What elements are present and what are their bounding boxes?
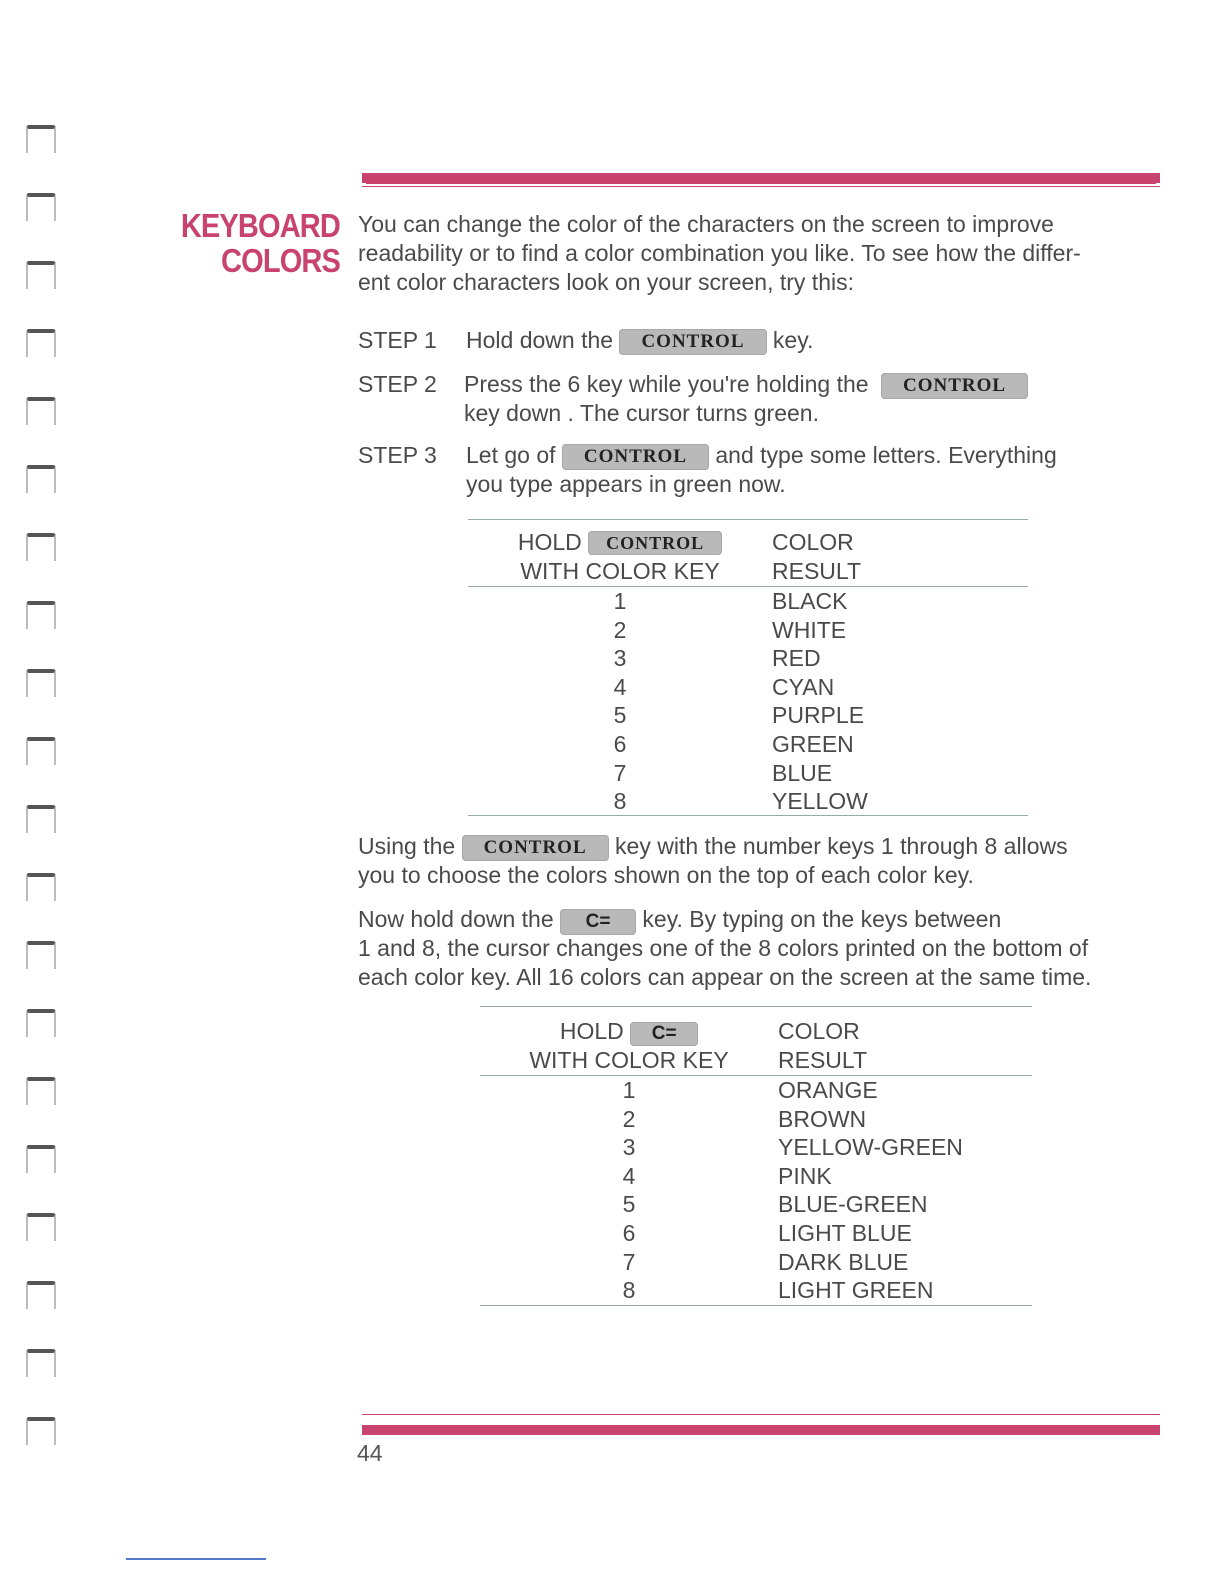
binding-ring — [26, 1281, 56, 1309]
page-number: 44 — [357, 1440, 383, 1466]
commodore-color-table — [480, 1017, 1032, 1305]
table-row — [480, 1248, 1032, 1277]
binding-ring — [26, 397, 56, 425]
color-result: RED — [772, 645, 821, 672]
color-result: GREEN — [772, 730, 854, 757]
table-row — [468, 787, 1028, 816]
step-3-label: STEP 3 — [358, 442, 437, 468]
binding-ring — [26, 805, 56, 833]
binding-ring — [26, 601, 56, 629]
number-key: 2 — [613, 616, 627, 643]
control-key: CONTROL — [462, 835, 609, 861]
color-result: YELLOW-GREEN — [778, 1134, 963, 1161]
control-paragraph-line-1 — [358, 832, 1068, 861]
table-row — [468, 616, 1028, 645]
header-hold-cell — [480, 1017, 778, 1075]
binding-ring — [26, 125, 56, 153]
table-row — [468, 644, 1028, 673]
header-result: RESULT — [778, 1047, 868, 1073]
table-row — [480, 1276, 1032, 1305]
commodore-para-before: Now hold down the — [358, 906, 554, 932]
color-result: WHITE — [772, 616, 847, 643]
header-hold: HOLD — [559, 1018, 624, 1044]
table-row — [480, 1190, 1032, 1219]
binding-ring — [26, 737, 56, 765]
color-result: PURPLE — [772, 702, 865, 729]
table-header — [480, 1017, 1032, 1075]
heading-line-1: KEYBOARD — [180, 207, 340, 244]
header-color-cell — [772, 528, 1028, 586]
color-result: ORANGE — [778, 1077, 878, 1103]
control-key: CONTROL — [619, 329, 766, 355]
step-2-text — [464, 370, 1028, 399]
table-row — [480, 1076, 1032, 1105]
number-key: 1 — [613, 588, 627, 614]
step-1-before: Hold down the — [466, 327, 614, 353]
commodore-para-after: key. By typing on the keys between — [642, 906, 1002, 932]
table-header — [468, 528, 1028, 586]
number-key: 7 — [622, 1248, 636, 1275]
intro-line-1: You can change the color of the characters on the screen to improve — [358, 211, 1054, 237]
header-result: RESULT — [772, 558, 862, 584]
color-result: BLUE — [772, 759, 833, 786]
step-1-label: STEP 1 — [358, 327, 437, 353]
commodore-key: C= — [630, 1022, 698, 1046]
footer-line — [126, 1558, 266, 1560]
binding-ring — [26, 1009, 56, 1037]
binding-ring — [26, 1213, 56, 1241]
step-3-text — [466, 441, 1057, 470]
table-row — [468, 759, 1028, 788]
table-row — [480, 1133, 1032, 1162]
step-1-text — [466, 326, 813, 355]
binding-ring — [26, 193, 56, 221]
color-result: LIGHT GREEN — [778, 1277, 934, 1304]
control-para-before: Using the — [358, 833, 456, 859]
number-key: 5 — [622, 1191, 636, 1218]
number-key: 6 — [613, 730, 627, 757]
commodore-key: C= — [560, 909, 636, 935]
color-result: DARK BLUE — [778, 1248, 909, 1275]
top-rule — [362, 173, 1160, 183]
color-result: YELLOW — [772, 788, 868, 815]
intro-line-2: readability or to find a color combination you like. To see how the differ- — [358, 240, 1081, 266]
binding-ring — [26, 261, 56, 289]
color-result: BROWN — [778, 1105, 867, 1132]
binding-ring — [26, 1077, 56, 1105]
table-row — [468, 587, 1028, 616]
color-result: LIGHT BLUE — [778, 1219, 912, 1246]
step-2-before: Press the 6 key while you're holding the — [464, 371, 869, 397]
number-key: 4 — [622, 1162, 636, 1189]
color-result: PINK — [778, 1162, 832, 1189]
table-1-top-rule — [468, 519, 1028, 520]
control-key: CONTROL — [588, 531, 722, 555]
step-1-after: key. — [772, 327, 814, 353]
binding-ring — [26, 1417, 56, 1445]
intro-line-3: ent color characters look on your screen, try this: — [358, 269, 854, 295]
commodore-paragraph-line-2: 1 and 8, the cursor changes one of the 8 colors printed on the bottom of — [358, 935, 1089, 961]
control-key: CONTROL — [562, 444, 709, 470]
control-key: CONTROL — [881, 373, 1028, 399]
number-key: 7 — [613, 759, 627, 786]
step-3-line-2: you type appears in green now. — [466, 471, 786, 497]
number-key: 3 — [613, 645, 627, 672]
header-with-color-key: WITH COLOR KEY — [520, 558, 720, 584]
table-row — [480, 1105, 1032, 1134]
control-para-after: key with the number keys 1 through 8 allows — [615, 833, 1068, 859]
binding-ring — [26, 329, 56, 357]
table-row — [480, 1219, 1032, 1248]
number-key: 1 — [622, 1077, 636, 1103]
step-2-label: STEP 2 — [358, 371, 437, 397]
number-key: 8 — [613, 788, 627, 815]
header-hold: HOLD — [517, 529, 582, 555]
color-result: BLACK — [772, 588, 848, 614]
table-row — [468, 701, 1028, 730]
number-key: 8 — [622, 1277, 636, 1304]
table-row — [468, 730, 1028, 759]
header-with-color-key: WITH COLOR KEY — [529, 1047, 729, 1073]
table-2-bottom-rule — [480, 1305, 1032, 1306]
number-key: 6 — [622, 1219, 636, 1246]
control-paragraph-line-2: you to choose the colors shown on the top of each color key. — [358, 862, 974, 888]
bottom-rule — [362, 1425, 1160, 1435]
number-key: 5 — [613, 702, 627, 729]
header-color-cell — [778, 1017, 1032, 1075]
commodore-paragraph-line-3: each color key. All 16 colors can appear on the screen at the same time. — [358, 964, 1092, 990]
table-1-bottom-rule — [468, 815, 1028, 816]
binding-ring — [26, 941, 56, 969]
heading-line-2: COLORS — [221, 242, 340, 279]
step-3-before: Let go of — [466, 442, 556, 468]
header-color: COLOR — [772, 529, 854, 555]
section-heading — [173, 208, 340, 278]
number-key: 4 — [613, 673, 627, 700]
color-result: CYAN — [772, 673, 835, 700]
commodore-paragraph-line-1 — [358, 905, 1001, 935]
step-2-line-2: key down . The cursor turns green. — [464, 400, 819, 426]
binding-ring — [26, 1145, 56, 1173]
table-row — [480, 1162, 1032, 1191]
step-3-after: and type some letters. Everything — [715, 442, 1057, 468]
header-color: COLOR — [778, 1018, 860, 1044]
binding-ring — [26, 533, 56, 561]
table-row — [468, 673, 1028, 702]
header-hold-cell — [468, 528, 772, 586]
table-2-top-rule — [480, 1006, 1032, 1007]
binding-ring — [26, 465, 56, 493]
binding-ring — [26, 669, 56, 697]
color-result: BLUE-GREEN — [778, 1191, 928, 1218]
control-color-table — [468, 528, 1028, 816]
binding-ring — [26, 873, 56, 901]
number-key: 2 — [622, 1105, 636, 1132]
number-key: 3 — [622, 1134, 636, 1161]
binding-ring — [26, 1349, 56, 1377]
